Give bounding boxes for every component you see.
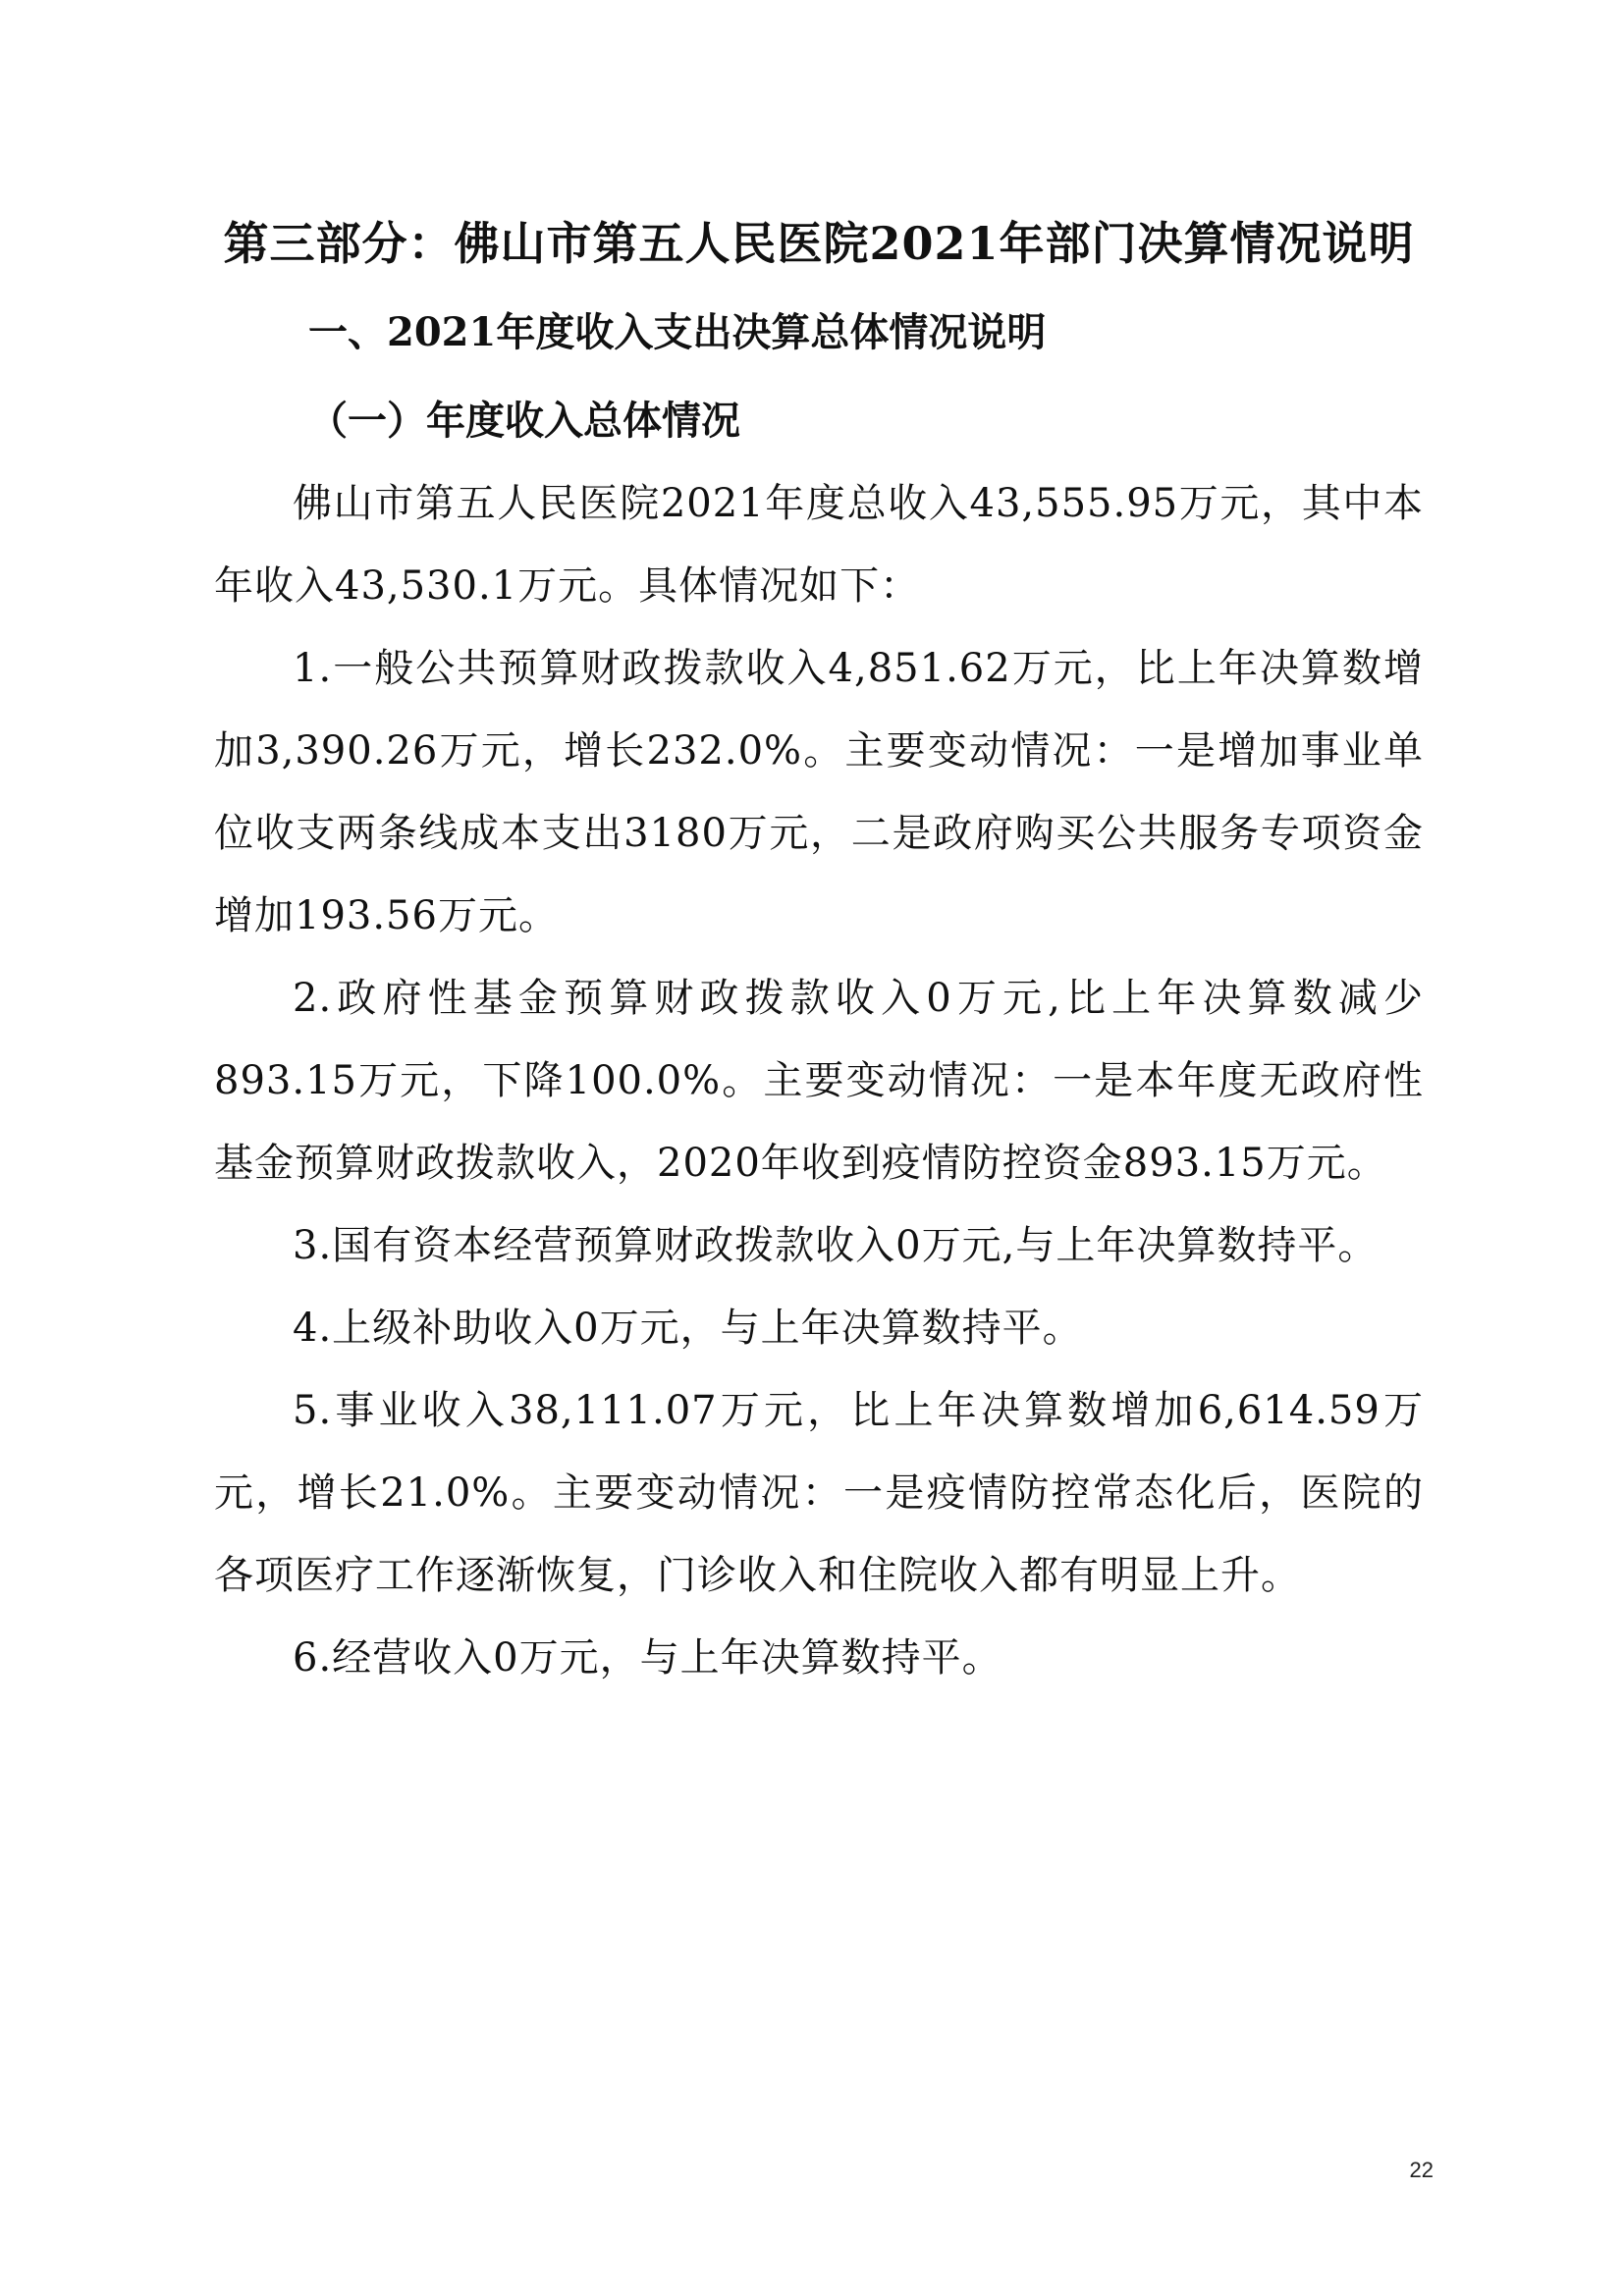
page-number: 22 xyxy=(1409,2158,1434,2182)
paragraph-total-income: 佛山市第五人民医院2021年度总收入43,555.95万元，其中本年收入43,530.1万元。具体情况如下： xyxy=(214,481,1424,609)
paragraph-superior-subsidy-income: 4.上级补助收入0万元，与上年决算数持平。 xyxy=(293,1306,1083,1351)
paragraph-operating-income: 6.经营收入0万元，与上年决算数持平。 xyxy=(293,1635,1002,1681)
paragraph-government-fund-income: 2.政府性基金预算财政拨款收入0万元,比上年决算数减少893.15万元，下降100.0%。主要变动情况：一是本年度无政府性基金预算财政拨款收入，2020年收到疫情防控资金893.15万元。 xyxy=(214,976,1424,1186)
section-heading: 一、2021年度收入支出决算总体情况说明 xyxy=(308,309,1047,355)
paragraph-business-income: 5.事业收入38,111.07万元，比上年决算数增加6,614.59万元，增长21.0%。主要变动情况：一是疫情防控常态化后，医院的各项医疗工作逐渐恢复，门诊收入和住院收入都有明显上升。 xyxy=(214,1388,1424,1598)
document-title: 第三部分：佛山市第五人民医院2021年部门决算情况说明 xyxy=(223,217,1415,270)
document-body xyxy=(214,201,1424,1699)
paragraph-general-budget-income: 1.一般公共预算财政拨款收入4,851.62万元，比上年决算数增加3,390.26万元，增长232.0%。主要变动情况：一是增加事业单位收支两条线成本支出3180万元，二是政府购买公共服务专项资金增加193.56万元。 xyxy=(214,646,1424,938)
subsection-heading: （一）年度收入总体情况 xyxy=(308,398,740,444)
paragraph-state-capital-income: 3.国有资本经营预算财政拨款收入0万元,与上年决算数持平。 xyxy=(293,1223,1379,1268)
